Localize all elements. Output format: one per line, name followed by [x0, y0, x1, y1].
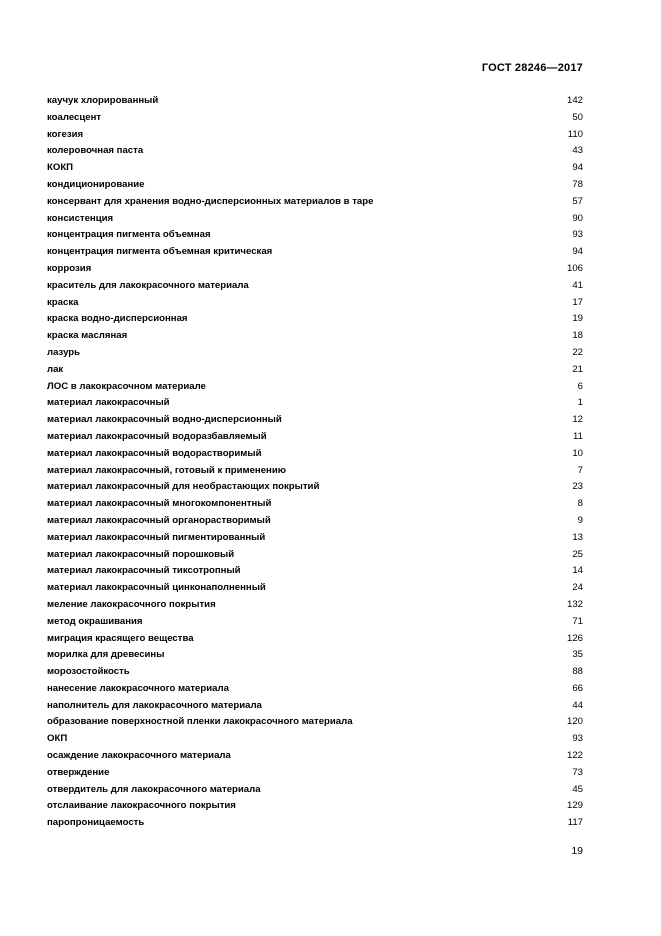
index-page-ref: 19: [572, 313, 583, 325]
index-page-ref: 129: [566, 800, 583, 812]
index-entry: [47, 429, 583, 446]
index-page-ref: 6: [577, 380, 583, 392]
index-page-ref: 94: [572, 162, 583, 174]
index-term: осаждение лакокрасочного материала: [47, 750, 231, 762]
index-page-ref: 11: [573, 430, 583, 442]
index-term: материал лакокрасочный водоразбавляемый: [47, 430, 267, 442]
index-term: материал лакокрасочный, готовый к применению: [47, 464, 286, 476]
index-page-ref: 117: [567, 817, 583, 829]
index-term: отверждение: [47, 766, 110, 778]
index-entry: [47, 412, 583, 429]
index-page-ref: 44: [572, 699, 583, 711]
index-entry: [47, 580, 583, 597]
index-entry: [47, 614, 583, 631]
index-page-ref: 78: [572, 178, 583, 190]
index-page-ref: 17: [572, 296, 583, 308]
index-entry: [47, 496, 583, 513]
index-page-ref: 13: [572, 531, 583, 543]
index-page-ref: 25: [572, 548, 583, 560]
index-entry: [47, 681, 583, 698]
index-page-ref: 73: [572, 766, 583, 778]
index-entry: [47, 211, 583, 228]
index-term: коалесцент: [47, 111, 102, 123]
index-page-ref: 93: [572, 733, 583, 745]
index-page-ref: 142: [566, 95, 583, 106]
index-entry: [47, 362, 583, 379]
index-page-ref: 126: [566, 632, 583, 644]
index-page-ref: 71: [572, 615, 583, 627]
index-term: колеровочная паста: [47, 145, 144, 157]
index-entry: [47, 93, 583, 110]
index-term: миграция красящего вещества: [47, 632, 194, 644]
index-entry: [47, 395, 583, 412]
index-entry: [47, 110, 583, 127]
index-entry: [47, 261, 583, 278]
index-entry: [47, 815, 583, 832]
index-page-ref: 110: [567, 128, 583, 140]
index-term: краска: [47, 296, 79, 308]
document-header-standard: ГОСТ 28246—2017: [481, 62, 583, 74]
index-entry: [47, 714, 583, 731]
index-term: материал лакокрасочный тиксотропный: [47, 565, 241, 577]
index-term: концентрация пигмента объемная критическая: [47, 246, 273, 258]
index-term: материал лакокрасочный пигментированный: [47, 531, 266, 543]
index-page-ref: 35: [572, 649, 583, 661]
index-entry: [47, 244, 583, 261]
index-entry: [47, 379, 583, 396]
index-term: материал лакокрасочный органорастворимый: [47, 514, 271, 526]
index-page-ref: 94: [572, 246, 583, 258]
index-page-ref: 12: [572, 414, 583, 426]
index-entry: [47, 647, 583, 664]
index-page-ref: 122: [566, 750, 583, 762]
index-page-ref: 8: [577, 498, 583, 510]
page-number: 19: [571, 845, 583, 857]
index-term: отслаивание лакокрасочного покрытия: [47, 800, 236, 812]
index-page-ref: 41: [572, 279, 583, 291]
index-entry: [47, 177, 583, 194]
index-page-ref: 93: [572, 229, 583, 241]
index-page-ref: 43: [572, 145, 583, 157]
index-entry: [47, 631, 583, 648]
index-page-ref: 22: [572, 346, 583, 358]
index-term: меление лакокрасочного покрытия: [47, 598, 216, 610]
alphabetical-index: [47, 93, 583, 832]
index-term: материал лакокрасочный цинконаполненный: [47, 582, 266, 594]
index-page-ref: 23: [572, 481, 583, 493]
index-term: морозостойкость: [47, 666, 130, 678]
index-page-ref: 45: [572, 783, 583, 795]
index-entry: [47, 278, 583, 295]
index-term: кондиционирование: [47, 178, 145, 190]
index-entry: [47, 160, 583, 177]
index-entry: [47, 345, 583, 362]
index-term: материал лакокрасочный для необрастающих покрытий: [47, 481, 320, 493]
index-entry: [47, 194, 583, 211]
index-term: коррозия: [47, 262, 92, 274]
index-page-ref: 10: [572, 447, 583, 459]
index-entry: [47, 597, 583, 614]
index-term: паропроницаемость: [47, 817, 145, 829]
index-term: материал лакокрасочный многокомпонентный: [47, 498, 272, 510]
index-entry: [47, 328, 583, 345]
index-term: образование поверхностной пленки лакокрасочного материала: [47, 716, 353, 728]
index-term: консервант для хранения водно-дисперсионных материалов в таре: [47, 195, 374, 207]
index-entry: [47, 311, 583, 328]
index-page-ref: 57: [572, 195, 583, 207]
index-term: материал лакокрасочный водно-дисперсионный: [47, 414, 282, 426]
index-page-ref: 66: [572, 682, 583, 694]
index-term: ЛОС в лакокрасочном материале: [47, 380, 206, 392]
index-entry: [47, 731, 583, 748]
index-page-ref: 7: [577, 464, 583, 476]
index-term: материал лакокрасочный порошковый: [47, 548, 235, 560]
index-entry: [47, 143, 583, 160]
index-page-ref: 18: [572, 330, 583, 342]
index-page-ref: 24: [572, 582, 583, 594]
index-entry: [47, 227, 583, 244]
index-term: краска масляная: [47, 330, 128, 342]
index-term: наполнитель для лакокрасочного материала: [47, 699, 262, 711]
index-page-ref: 120: [566, 716, 583, 728]
index-page-ref: 88: [572, 666, 583, 678]
index-entry: [47, 513, 583, 530]
index-term: краситель для лакокрасочного материала: [47, 279, 249, 291]
index-page-ref: 21: [572, 363, 583, 375]
index-term: метод окрашивания: [47, 615, 143, 627]
index-term: концентрация пигмента объемная: [47, 229, 211, 241]
index-entry: [47, 698, 583, 715]
index-page-ref: 9: [577, 514, 583, 526]
index-entry: [47, 563, 583, 580]
index-term: лазурь: [47, 346, 81, 358]
index-entry: [47, 446, 583, 463]
index-page-ref: 132: [566, 598, 583, 610]
index-term: каучук хлорированный: [47, 95, 159, 106]
index-term: ОКП: [47, 733, 68, 745]
index-entry: [47, 463, 583, 480]
index-entry: [47, 664, 583, 681]
index-term: морилка для древесины: [47, 649, 165, 661]
index-term: КОКП: [47, 162, 74, 174]
index-page-ref: 14: [572, 565, 583, 577]
index-entry: [47, 127, 583, 144]
index-entry: [47, 748, 583, 765]
index-term: консистенция: [47, 212, 114, 224]
index-term: материал лакокрасочный водорастворимый: [47, 447, 262, 459]
index-entry: [47, 782, 583, 799]
index-term: краска водно-дисперсионная: [47, 313, 188, 325]
index-term: отвердитель для лакокрасочного материала: [47, 783, 261, 795]
index-entry: [47, 798, 583, 815]
index-page-ref: 1: [577, 397, 583, 409]
index-term: лак: [47, 363, 64, 375]
index-page-ref: 90: [572, 212, 583, 224]
index-page-ref: 50: [572, 111, 583, 123]
index-entry: [47, 530, 583, 547]
index-term: материал лакокрасочный: [47, 397, 170, 409]
index-page-ref: 106: [566, 262, 583, 274]
index-term: когезия: [47, 128, 84, 140]
index-entry: [47, 295, 583, 312]
index-term: нанесение лакокрасочного материала: [47, 682, 229, 694]
index-entry: [47, 479, 583, 496]
index-entry: [47, 547, 583, 564]
index-entry: [47, 765, 583, 782]
